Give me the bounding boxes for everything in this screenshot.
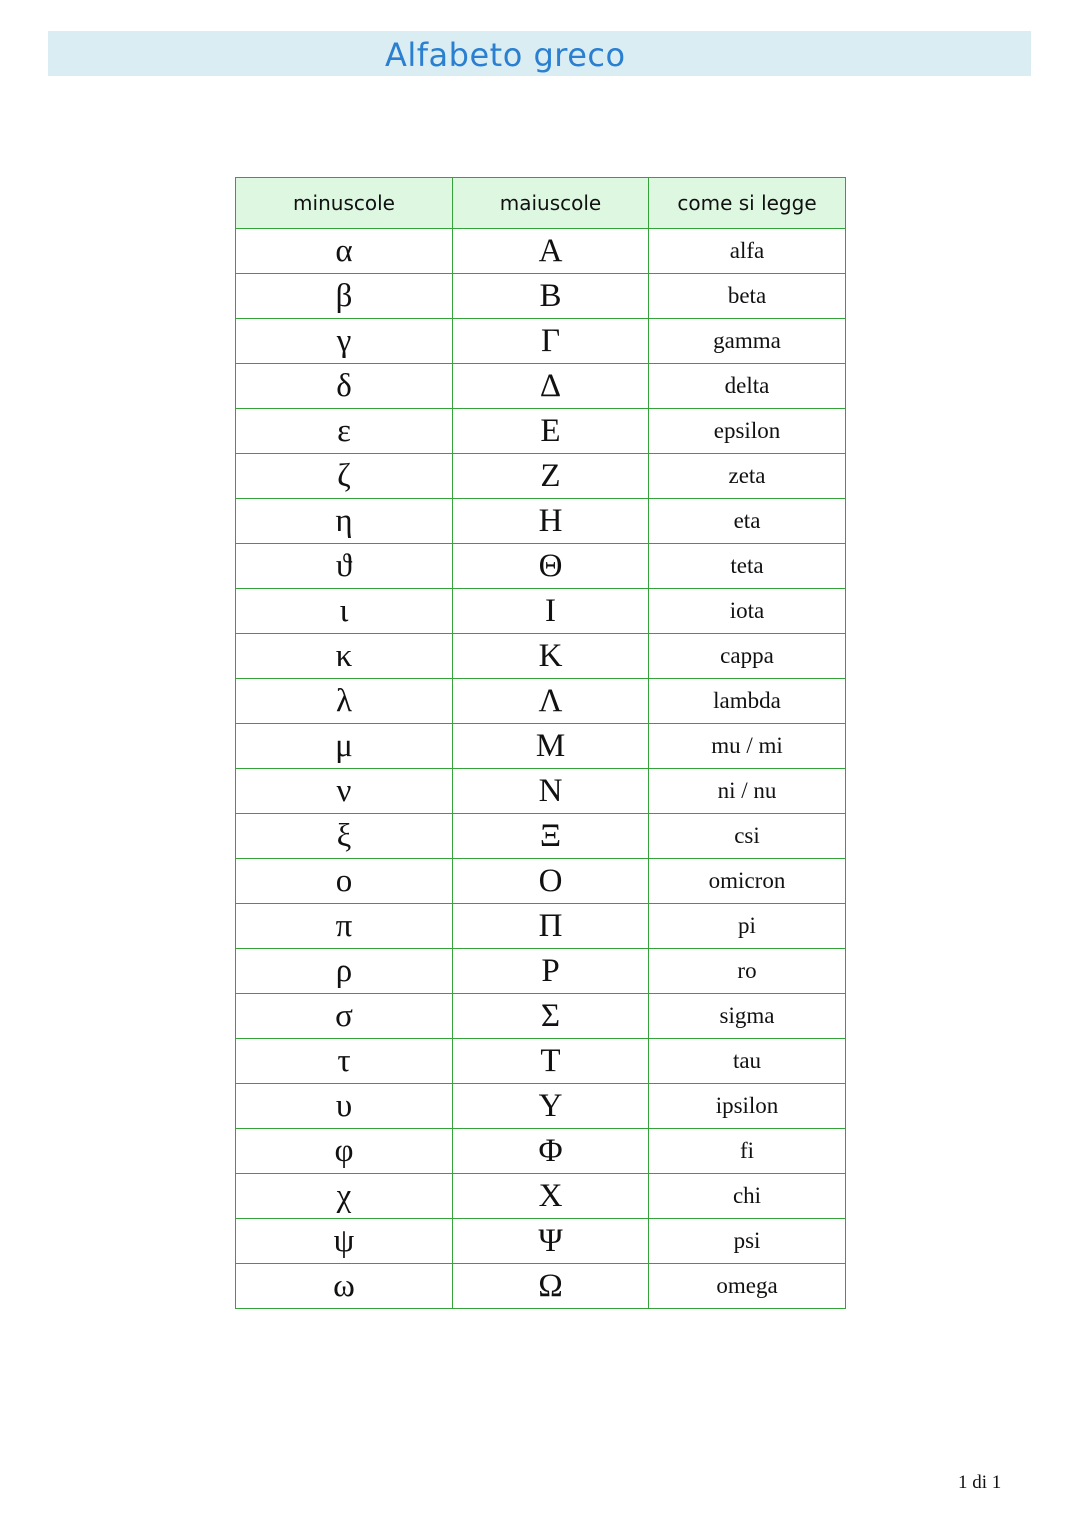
uppercase-letter: Κ — [453, 634, 649, 679]
letter-name: ipsilon — [649, 1084, 846, 1129]
uppercase-letter: Ξ — [453, 814, 649, 859]
letter-name: omega — [649, 1264, 846, 1309]
table-row — [236, 904, 846, 949]
uppercase-letter: Α — [453, 229, 649, 274]
lowercase-letter: ε — [236, 409, 453, 454]
lowercase-letter: κ — [236, 634, 453, 679]
uppercase-letter: Λ — [453, 679, 649, 724]
letter-name: tau — [649, 1039, 846, 1084]
letter-name: chi — [649, 1174, 846, 1219]
uppercase-letter: Μ — [453, 724, 649, 769]
table-row — [236, 544, 846, 589]
header-pronunciation: come si legge — [649, 178, 846, 229]
letter-name: iota — [649, 589, 846, 634]
table-header-row — [236, 178, 846, 229]
table-row — [236, 1219, 846, 1264]
table-row — [236, 634, 846, 679]
title-bar — [48, 31, 1031, 76]
letter-name: zeta — [649, 454, 846, 499]
letter-name: mu / mi — [649, 724, 846, 769]
uppercase-letter: Χ — [453, 1174, 649, 1219]
lowercase-letter: ψ — [236, 1219, 453, 1264]
uppercase-letter: Τ — [453, 1039, 649, 1084]
uppercase-letter: Ε — [453, 409, 649, 454]
table-row — [236, 229, 846, 274]
table-row — [236, 994, 846, 1039]
lowercase-letter: λ — [236, 679, 453, 724]
lowercase-letter: χ — [236, 1174, 453, 1219]
letter-name: psi — [649, 1219, 846, 1264]
lowercase-letter: ω — [236, 1264, 453, 1309]
letter-name: beta — [649, 274, 846, 319]
table-row — [236, 724, 846, 769]
letter-name: csi — [649, 814, 846, 859]
letter-name: cappa — [649, 634, 846, 679]
lowercase-letter: ρ — [236, 949, 453, 994]
uppercase-letter: Θ — [453, 544, 649, 589]
uppercase-letter: Φ — [453, 1129, 649, 1174]
lowercase-letter: γ — [236, 319, 453, 364]
lowercase-letter: ι — [236, 589, 453, 634]
uppercase-letter: Ζ — [453, 454, 649, 499]
letter-name: epsilon — [649, 409, 846, 454]
table-row — [236, 409, 846, 454]
lowercase-letter: η — [236, 499, 453, 544]
lowercase-letter: σ — [236, 994, 453, 1039]
letter-name: delta — [649, 364, 846, 409]
header-uppercase: maiuscole — [453, 178, 649, 229]
letter-name: ni / nu — [649, 769, 846, 814]
table-row — [236, 1264, 846, 1309]
table-row — [236, 454, 846, 499]
letter-name: pi — [649, 904, 846, 949]
header-lowercase: minuscole — [236, 178, 453, 229]
letter-name: alfa — [649, 229, 846, 274]
table-row — [236, 589, 846, 634]
greek-alphabet-table — [235, 177, 846, 1309]
letter-name: ro — [649, 949, 846, 994]
lowercase-letter: ξ — [236, 814, 453, 859]
lowercase-letter: ο — [236, 859, 453, 904]
uppercase-letter: Η — [453, 499, 649, 544]
letter-name: fi — [649, 1129, 846, 1174]
table-row — [236, 859, 846, 904]
uppercase-letter: Ω — [453, 1264, 649, 1309]
lowercase-letter: ζ — [236, 454, 453, 499]
letter-name: teta — [649, 544, 846, 589]
lowercase-letter: ϑ — [236, 544, 453, 589]
table-row — [236, 1039, 846, 1084]
lowercase-letter: υ — [236, 1084, 453, 1129]
lowercase-letter: π — [236, 904, 453, 949]
uppercase-letter: Π — [453, 904, 649, 949]
uppercase-letter: Ν — [453, 769, 649, 814]
lowercase-letter: δ — [236, 364, 453, 409]
uppercase-letter: Ο — [453, 859, 649, 904]
lowercase-letter: α — [236, 229, 453, 274]
uppercase-letter: Δ — [453, 364, 649, 409]
page-title: Alfabeto greco — [385, 36, 626, 74]
letter-name: sigma — [649, 994, 846, 1039]
lowercase-letter: φ — [236, 1129, 453, 1174]
table-row — [236, 1174, 846, 1219]
table-row — [236, 679, 846, 724]
table-row — [236, 364, 846, 409]
letter-name: eta — [649, 499, 846, 544]
uppercase-letter: Σ — [453, 994, 649, 1039]
table-row — [236, 319, 846, 364]
page-number: 1 di 1 — [958, 1472, 1002, 1493]
uppercase-letter: Β — [453, 274, 649, 319]
uppercase-letter: Ρ — [453, 949, 649, 994]
letter-name: lambda — [649, 679, 846, 724]
table-row — [236, 1129, 846, 1174]
lowercase-letter: β — [236, 274, 453, 319]
uppercase-letter: Ι — [453, 589, 649, 634]
uppercase-letter: Γ — [453, 319, 649, 364]
table-row — [236, 274, 846, 319]
table-row — [236, 769, 846, 814]
table-row — [236, 949, 846, 994]
table-row — [236, 1084, 846, 1129]
lowercase-letter: ν — [236, 769, 453, 814]
letter-name: gamma — [649, 319, 846, 364]
lowercase-letter: μ — [236, 724, 453, 769]
uppercase-letter: Υ — [453, 1084, 649, 1129]
table-row — [236, 814, 846, 859]
letter-name: omicron — [649, 859, 846, 904]
table-row — [236, 499, 846, 544]
uppercase-letter: Ψ — [453, 1219, 649, 1264]
lowercase-letter: τ — [236, 1039, 453, 1084]
